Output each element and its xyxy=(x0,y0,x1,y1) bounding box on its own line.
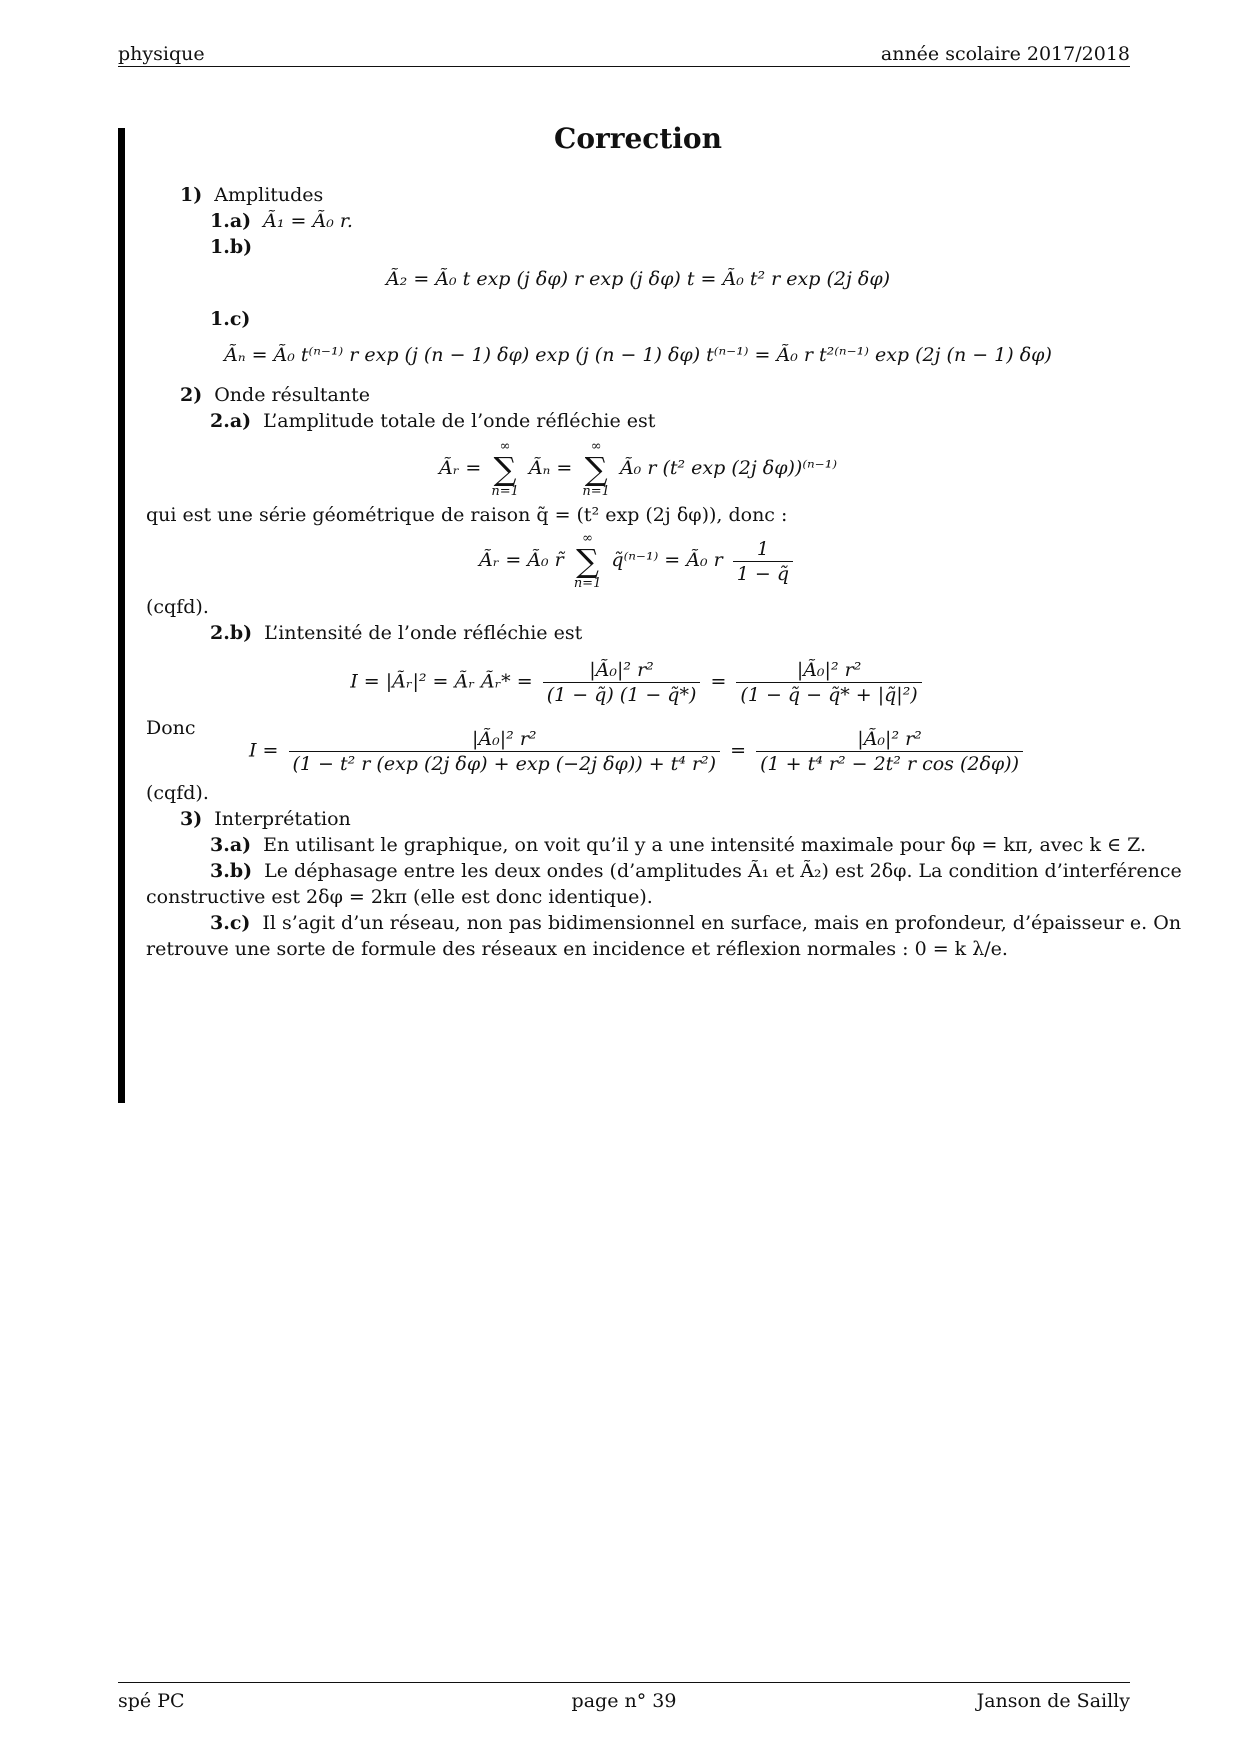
equation-2a-sum: Ãᵣ = ∞ ∑ n=1 Ãₙ = ∞ ∑ n=1 Ã₀ r (t² exp (2j δφ))⁽ⁿ⁻¹⁾ xyxy=(439,439,837,499)
item-2a: 2.a) L’amplitude totale de l’onde réfléchie est xyxy=(210,410,656,432)
item-3c-continued: retrouve une sorte de formule des réseaux en incidence et réflexion normales : 0 = k λ/e. xyxy=(146,938,1008,960)
footer-class: spé PC xyxy=(118,1690,185,1712)
equation-1c: Ãₙ = Ã₀ t⁽ⁿ⁻¹⁾ r exp (j (n − 1) δφ) exp (j (n − 1) δφ) t⁽ⁿ⁻¹⁾ = Ã₀ r t²⁽ⁿ⁻¹⁾ exp (2j (n − 1) δφ) xyxy=(224,344,1052,366)
fraction: $\frac{\text{|Ã₀|² r²}}{\text{(1 − q̃ − q̃* + |q̃|²)}}$ xyxy=(736,658,921,707)
geometric-series-text: qui est une série géométrique de raison q̃ = (t² exp (2j δφ)), donc : xyxy=(146,504,788,526)
item-2b: 2.b) L’intensité de l’onde réfléchie est xyxy=(210,622,583,644)
fraction: $\frac{1}{1 - q̃}$ xyxy=(733,537,793,586)
equation-1b: Ã₂ = Ã₀ t exp (j δφ) r exp (j δφ) t = Ã₀ t² r exp (2j δφ) xyxy=(385,268,891,290)
section-2-heading: 2) Onde résultante xyxy=(180,384,370,406)
document-body xyxy=(146,118,1182,962)
item-3a: 3.a) En utilisant le graphique, on voit qu’il y a une intensité maximale pour δφ = kπ, avec k ∈ Z. xyxy=(210,834,1147,856)
section-3-heading: 3) Interprétation xyxy=(180,808,351,830)
item-1b: 1.b) xyxy=(210,236,253,258)
cqfd-note: (cqfd). xyxy=(146,596,209,618)
header-rule xyxy=(118,66,1130,67)
item-1c: 1.c) xyxy=(210,308,251,330)
equation-2a-result: Ãᵣ = Ã₀ r̃ ∞ ∑ n=1 q̃⁽ⁿ⁻¹⁾ = Ã₀ r $\frac{1}{1 - q̃}$ xyxy=(146,532,1130,590)
equation-2b-final: I = $\frac{\text{|Ã₀|² r²}}{\text{(1 − t² r (exp (2j δφ) + exp (−2j δφ)) + t⁴ r²)}}$ = $\frac{\text{|Ã₀|² r²}}{\text{(1 + t⁴ r² − 2t² r cos (2δφ))}}$ xyxy=(146,727,1130,776)
fraction: $\frac{\text{|Ã₀|² r²}}{\text{(1 + t⁴ r² − 2t² r cos (2δφ))}}$ xyxy=(756,727,1023,776)
sum-symbol: ∞ ∑ n=1 xyxy=(582,439,610,499)
fraction: $\frac{\text{|Ã₀|² r²}}{\text{(1 − t² r (exp (2j δφ) + exp (−2j δφ)) + t⁴ r²)}}$ xyxy=(289,727,721,776)
header-subject: physique xyxy=(118,43,205,65)
cqfd-note: (cqfd). xyxy=(146,782,209,804)
item-3b: 3.b) Le déphasage entre les deux ondes (d’amplitudes Ã₁ et Ã₂) est 2δφ. La condition d’interférence xyxy=(210,860,1182,882)
section-1-heading: 1) Amplitudes xyxy=(180,184,324,206)
item-3c: 3.c) Il s’agit d’un réseau, non pas bidimensionnel en surface, mais en profondeur, d’épaisseur e. On xyxy=(210,912,1182,934)
page-title: Correction xyxy=(554,122,722,155)
donc-label: Donc xyxy=(146,717,196,739)
equation-2b-intensity: I = |Ãᵣ|² = Ãᵣ Ãᵣ* = $\frac{\text{|Ã₀|² r²}}{(1 - q̃) (1 - q̃*)}$ = $\frac{\text{|Ã₀|² r²}}{\text{(1 − q̃ − q̃* + |q̃|²)}}$ xyxy=(146,658,1130,707)
header-school-year: année scolaire 2017/2018 xyxy=(880,43,1130,65)
footer-school: Janson de Sailly xyxy=(976,1690,1130,1712)
fraction: $\frac{\text{|Ã₀|² r²}}{(1 - q̃) (1 - q̃*)}$ xyxy=(543,658,701,707)
item-3b-continued: constructive est 2δφ = 2kπ (elle est donc identique). xyxy=(146,886,653,908)
sum-symbol: ∞ ∑ n=1 xyxy=(573,531,602,591)
footer-rule xyxy=(118,1682,1130,1683)
margin-bar xyxy=(118,128,125,1103)
footer-page-number: page n° 39 xyxy=(571,1690,677,1712)
item-1a: 1.a) Ã₁ = Ã₀ r. xyxy=(210,210,353,232)
sum-symbol: ∞ ∑ n=1 xyxy=(491,439,519,499)
